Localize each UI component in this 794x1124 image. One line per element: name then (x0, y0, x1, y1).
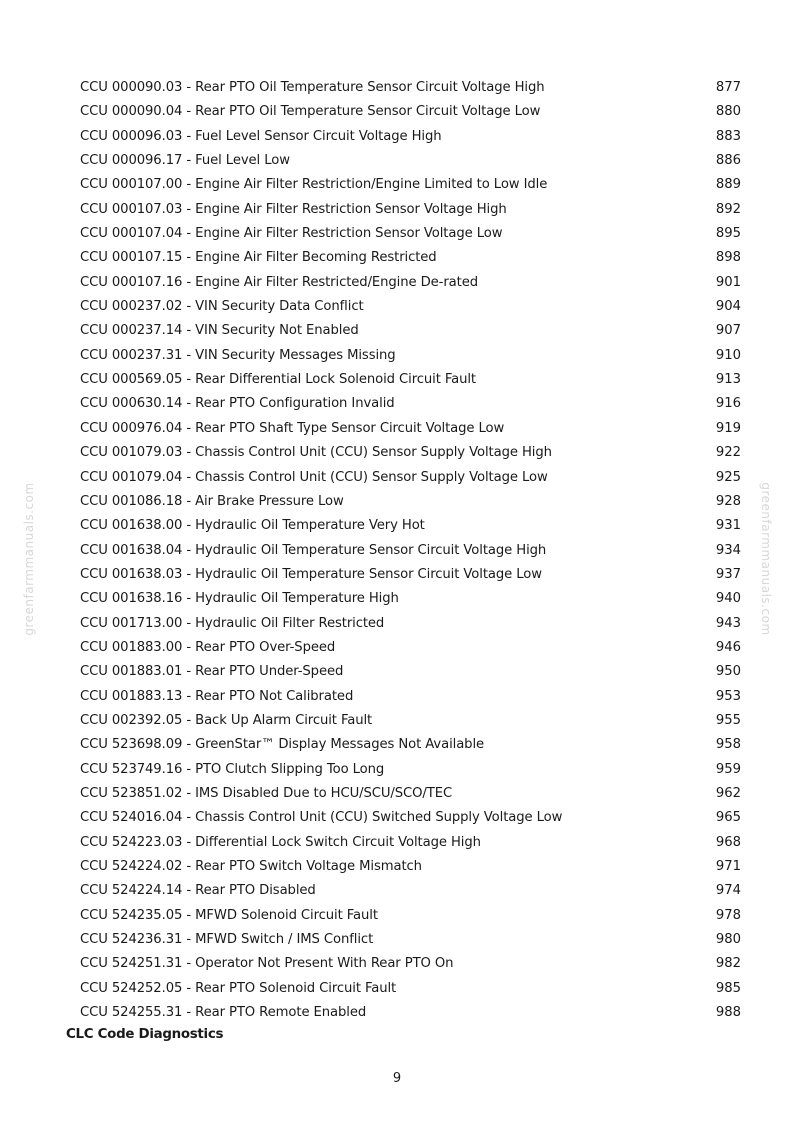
watermark-right: greenfarmmanuals.com (759, 482, 773, 636)
section-heading[interactable]: CLC Code Diagnostics (66, 1027, 224, 1042)
toc-entry-title: CCU 523698.09 - GreenStar™ Display Messages Not Available (80, 737, 485, 753)
toc-entry-title: CCU 524224.02 - Rear PTO Switch Voltage Mismatch (80, 859, 422, 874)
toc-entry-page: 898 (715, 250, 741, 266)
toc-entry-page: 974 (715, 883, 741, 899)
toc-entry-title: CCU 001079.04 - Chassis Control Unit (CCU) Sensor Supply Voltage Low (80, 469, 548, 485)
toc-entry[interactable] (0, 1001, 794, 1025)
toc-entry-title: CCU 000107.03 - Engine Air Filter Restriction Sensor Voltage High (80, 201, 507, 217)
toc-entry-page: 913 (715, 372, 741, 388)
watermark-left: greenfarmmanuals.com (22, 482, 36, 636)
toc-entry-page: 907 (715, 323, 741, 339)
toc-entry-title: CCU 001883.00 - Rear PTO Over-Speed (80, 639, 336, 655)
toc-entry-title: CCU 000107.16 - Engine Air Filter Restricted/Engine De-rated (80, 274, 478, 290)
toc-entry-page: 889 (715, 177, 741, 193)
toc-entry-title: CCU 524235.05 - MFWD Solenoid Circuit Fault (80, 907, 378, 923)
toc-entry-page: 968 (715, 834, 741, 850)
toc-entry-page: 940 (715, 591, 741, 607)
toc-entry-title: CCU 001713.00 - Hydraulic Oil Filter Restricted (80, 615, 385, 631)
toc-entry[interactable] (0, 246, 794, 270)
toc-entry[interactable] (0, 685, 794, 709)
toc-entry-page: 980 (715, 932, 741, 948)
toc-entry-title: CCU 001086.18 - Air Brake Pressure Low (80, 493, 344, 509)
toc-entry[interactable] (0, 344, 794, 368)
toc-entry-title: CCU 001638.00 - Hydraulic Oil Temperature Very Hot (80, 518, 425, 534)
toc-entry[interactable] (0, 271, 794, 295)
toc-entry-page: 916 (715, 396, 741, 412)
toc-entry-title: CCU 000096.03 - Fuel Level Sensor Circuit Voltage High (80, 128, 442, 144)
toc-entry-title: CCU 000107.04 - Engine Air Filter Restriction Sensor Voltage Low (80, 226, 503, 242)
toc-entry[interactable] (0, 612, 794, 636)
toc-entry-title: CCU 000630.14 - Rear PTO Configuration Invalid (80, 396, 395, 412)
toc-entry[interactable] (0, 125, 794, 149)
toc-entry-title: CCU 000090.04 - Rear PTO Oil Temperature Sensor Circuit Voltage Low (80, 104, 541, 120)
toc-entry[interactable] (0, 539, 794, 563)
toc-entry-title: CCU 523749.16 - PTO Clutch Slipping Too Long (80, 761, 385, 777)
toc-entry-page: 877 (715, 80, 741, 95)
toc-entry[interactable] (0, 831, 794, 855)
toc-entry-title: CCU 002392.05 - Back Up Alarm Circuit Fault (80, 712, 373, 728)
toc-entry-page: 895 (715, 226, 741, 242)
toc-entry-page: 988 (715, 1005, 741, 1021)
toc-entry-page: 955 (715, 712, 741, 728)
toc-entry-title: CCU 524223.03 - Differential Lock Switch Circuit Voltage High (80, 834, 481, 850)
toc-entry[interactable] (0, 758, 794, 782)
page-number: 9 (392, 1071, 402, 1086)
toc-entry-title: CCU 524255.31 - Rear PTO Remote Enabled (80, 1005, 367, 1021)
toc-entry-title: CCU 000096.17 - Fuel Level Low (80, 153, 290, 169)
toc-entry[interactable] (0, 466, 794, 490)
toc-entry-title: CCU 524252.05 - Rear PTO Solenoid Circuit Fault (80, 980, 397, 996)
toc-entry[interactable] (0, 173, 794, 197)
toc-entry-page: 934 (715, 542, 741, 558)
toc-entry[interactable] (0, 636, 794, 660)
toc-entry-page: 985 (715, 980, 741, 996)
toc-entry[interactable] (0, 806, 794, 830)
toc-entry-page: 901 (715, 274, 741, 290)
toc-entry-page: 943 (715, 615, 741, 631)
toc-entry-page: 937 (715, 566, 741, 582)
toc-entry-page: 904 (715, 299, 741, 315)
toc-entry-page: 892 (715, 201, 741, 217)
toc-entry-page: 971 (715, 859, 741, 874)
toc-entry-title: CCU 000107.15 - Engine Air Filter Becoming Restricted (80, 250, 437, 266)
toc-entry[interactable] (0, 490, 794, 514)
toc-entry-title: CCU 001638.04 - Hydraulic Oil Temperature Sensor Circuit Voltage High (80, 542, 547, 558)
toc-entry[interactable] (0, 952, 794, 976)
toc-entry[interactable] (0, 149, 794, 173)
toc-entry[interactable] (0, 733, 794, 757)
toc-entry-title: CCU 000976.04 - Rear PTO Shaft Type Sensor Circuit Voltage Low (80, 420, 505, 436)
toc-entry-title: CCU 000107.00 - Engine Air Filter Restriction/Engine Limited to Low Idle (80, 177, 548, 193)
toc-entry[interactable] (0, 198, 794, 222)
toc-entry-page: 965 (715, 810, 741, 826)
toc-entry-title: CCU 523851.02 - IMS Disabled Due to HCU/SCU/SCO/TEC (80, 785, 453, 801)
toc-entry-title: CCU 000237.31 - VIN Security Messages Missing (80, 347, 396, 363)
toc-entry-title: CCU 001638.03 - Hydraulic Oil Temperature Sensor Circuit Voltage Low (80, 566, 542, 582)
toc-entry[interactable] (0, 368, 794, 392)
toc-entry-page: 946 (715, 639, 741, 655)
toc-entry-title: CCU 000569.05 - Rear Differential Lock Solenoid Circuit Fault (80, 372, 477, 388)
toc-entry-page: 931 (715, 518, 741, 534)
toc-entry[interactable] (0, 660, 794, 684)
toc-entry[interactable] (0, 879, 794, 903)
toc-entry[interactable] (0, 319, 794, 343)
toc-entry-page: 919 (715, 420, 741, 436)
toc-entry-page: 922 (715, 445, 741, 461)
toc-entry-title: CCU 000090.03 - Rear PTO Oil Temperature Sensor Circuit Voltage High (80, 80, 545, 95)
toc-entry[interactable] (0, 417, 794, 441)
toc-entry[interactable] (0, 222, 794, 246)
toc-entry[interactable] (0, 563, 794, 587)
toc-entry-page: 958 (715, 737, 741, 753)
toc-entry[interactable] (0, 392, 794, 416)
toc-entry-title: CCU 524251.31 - Operator Not Present With Rear PTO On (80, 956, 454, 972)
toc-entry-page: 880 (715, 104, 741, 120)
toc-entry-title: CCU 001883.13 - Rear PTO Not Calibrated (80, 688, 354, 704)
toc-entry[interactable] (0, 904, 794, 928)
toc-entry-title: CCU 524224.14 - Rear PTO Disabled (80, 883, 316, 899)
toc-entry-page: 978 (715, 907, 741, 923)
toc-entry-page: 910 (715, 347, 741, 363)
toc-entry-title: CCU 000237.02 - VIN Security Data Conflict (80, 299, 364, 315)
toc-entry[interactable] (0, 928, 794, 952)
toc-entry-title: CCU 001883.01 - Rear PTO Under-Speed (80, 664, 344, 680)
toc-entry-page: 962 (715, 785, 741, 801)
toc-entry-page: 886 (715, 153, 741, 169)
toc-entry[interactable] (0, 441, 794, 465)
toc-entry[interactable] (0, 587, 794, 611)
toc-entry-page: 950 (715, 664, 741, 680)
toc-entry-title: CCU 524236.31 - MFWD Switch / IMS Conflict (80, 932, 374, 948)
toc-entry[interactable] (0, 76, 794, 100)
toc-entry[interactable] (0, 295, 794, 319)
toc-entry-title: CCU 001638.16 - Hydraulic Oil Temperature High (80, 591, 399, 607)
toc-entry[interactable] (0, 100, 794, 124)
toc-entry-page: 982 (715, 956, 741, 972)
toc-entry-title: CCU 001079.03 - Chassis Control Unit (CCU) Sensor Supply Voltage High (80, 445, 552, 461)
toc-entry-page: 928 (715, 493, 741, 509)
table-of-contents (0, 76, 794, 1025)
toc-entry[interactable] (0, 709, 794, 733)
toc-entry[interactable] (0, 782, 794, 806)
toc-entry-page: 925 (715, 469, 741, 485)
toc-entry-page: 953 (715, 688, 741, 704)
toc-entry-title: CCU 000237.14 - VIN Security Not Enabled (80, 323, 359, 339)
toc-entry-page: 883 (715, 128, 741, 144)
toc-entry-title: CCU 524016.04 - Chassis Control Unit (CCU) Switched Supply Voltage Low (80, 810, 563, 826)
toc-entry[interactable] (0, 855, 794, 879)
toc-entry-page: 959 (715, 761, 741, 777)
toc-entry[interactable] (0, 514, 794, 538)
toc-entry[interactable] (0, 977, 794, 1001)
